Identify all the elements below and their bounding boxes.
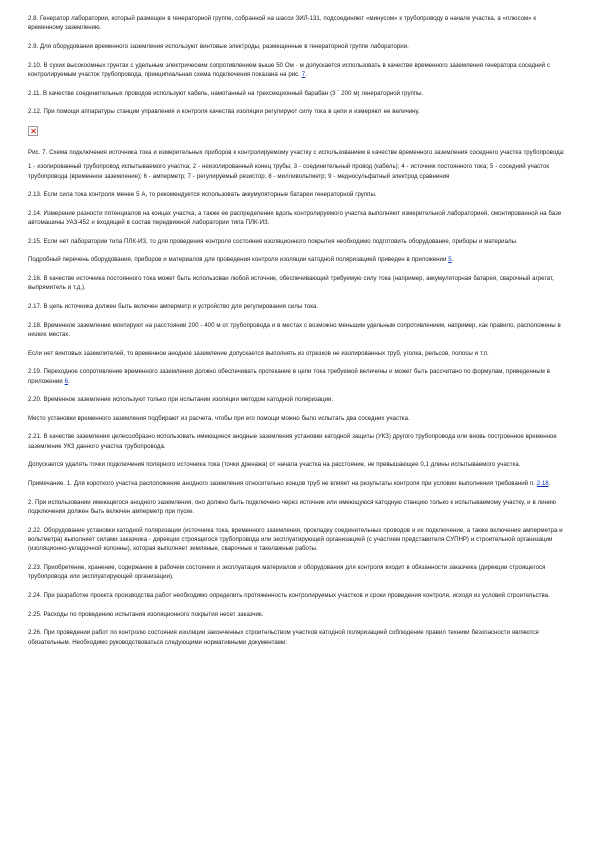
paragraph — [28, 302, 567, 311]
paragraph — [28, 274, 567, 293]
reference-link[interactable]: 5 — [448, 256, 452, 264]
paragraph — [28, 349, 567, 358]
paragraph — [28, 162, 567, 181]
paragraph-text: Подробный перечень оборудования, приборов и материалов для проведения контроля изоляции катодной поляризацией приведен в приложении — [28, 256, 449, 264]
paragraph — [28, 209, 567, 228]
paragraph — [28, 237, 567, 246]
paragraph — [28, 395, 567, 404]
paragraph-text: 2.12. При помощи аппаратуры станции управления и контроля качества изоляции регулируют силу тока в цепи и измеряют ее величину. — [28, 108, 420, 116]
paragraph-text: 2.10. В сухих высокоомных грунтах с удельным электрическим сопротивлением выше 50 Ом · м допускается использовать в качестве временного заземления генератора соседний с контролируемым участок трубопровода, принципиальная схема подключения показана на рис. — [28, 61, 551, 78]
paragraph — [28, 42, 567, 51]
paragraph-text: 2.22. Оборудование установки катодной поляризации (источника тока, временного заземления, прокладку соединительных проводов и их подключение, а также включение амперметра и вольтметра) выполняет силами заказчика - дирекции строящегося трубопровода или эксплуатирующей организацией (с участием представителя СУПНР) и строительной организации (изоляционно-укладочной колонны), которая выполняет земляные, сварочные и такелажные работы. — [28, 526, 563, 553]
paragraph-text: 2.24. При разработке проекта производства работ необходимо определить протяженность контролируемых участков и сроки проведения контроля, исходя из условий строительства. — [28, 591, 550, 599]
paragraph — [28, 367, 567, 386]
paragraph-text: 1 - изолированный трубопровод испытываемого участка; 2 - неизолированный конец трубы; 3 - соединительный провод (кабель); 4 - источник постоянного тока; 5 - соседний участок трубопровода (временное заземление); 6 - амперметр; 7 - регулируемый резистор; 8 - милливольтметр; 9 - медносульфатный электрод сравнения — [28, 163, 549, 180]
paragraph-text: 2.18. Временное заземление монтируют на расстоянии 200 - 400 м от трубопровода и в местах с возможно меньшим удельным сопротивлением, например, как правило, расположены в низких местах. — [28, 321, 561, 338]
paragraph-tail: . — [305, 71, 307, 78]
paragraph — [28, 255, 567, 264]
paragraph — [28, 89, 567, 98]
paragraph — [28, 479, 567, 488]
paragraph-text: 2.16. В качестве источника постоянного тока может быть использован любой источник, обеспечивающий требуемую силу тока (например, аккумуляторная батарея, сварочный агрегат, выпрямитель и т.д.). — [28, 274, 554, 292]
paragraph — [28, 526, 567, 554]
paragraph-text: 2.20. Временное заземление используют только при испытании изоляции методом катодной поляризации. — [28, 396, 334, 404]
paragraph — [28, 628, 567, 647]
paragraph — [28, 148, 567, 157]
paragraph-text: 2.14. Измерение разности потенциалов на концах участка, а также ее распределение вдоль контролируемого участка выполняют измерительной лабораторией, смонтированной на базе автомашины УАЗ-452 и входящей в состав передвижной лаборатории типа ПЛК-ИЗ. — [28, 209, 562, 227]
paragraph-text: 2.26. При проведении работ по контролю состояния изоляции законченных строительством участков катодной поляризацией соблюдение правил техники безопасности являются обязательным. Необходимо руководствоваться следующими нормативными документами: — [28, 629, 539, 646]
paragraph-text: 2.11. В качестве соединительных проводов используют кабель, намотанный на трехсекционный барабан (3 ´ 200 м) генераторной группы. — [28, 89, 424, 97]
paragraph — [28, 563, 567, 582]
paragraph — [28, 190, 567, 199]
paragraph-text: Допускается удалять точки подключения полярного источника тока (точки дренажа) от начала участка на расстояние, не превышающее 0,1 длины испытываемого участка. — [28, 461, 521, 469]
paragraph-text: 2.19. Переходное сопротивление временного заземления должно обеспечивать протекание в цепи тока требуемой величины и может быть рассчитано по формулам, приведенным в приложении — [28, 368, 550, 385]
paragraph — [28, 321, 567, 340]
broken-image-icon — [28, 126, 38, 136]
paragraph — [28, 414, 567, 423]
paragraph-text: 2.15. Если нет лаборатории типа ПЛК-ИЗ, то для проведения контроля состояния изоляционного покрытия необходимо подготовить оборудование, приборы и материалы. — [28, 237, 518, 245]
reference-link[interactable]: 2.18 — [536, 479, 549, 487]
paragraph-text: 2.25. Расходы по проведению испытания изоляционного покрытия несет заказчик. — [28, 610, 264, 618]
paragraph-text: 2.8. Генератор лаборатории, который размещен в генераторной группе, собранной на шасси ЗИЛ-131, подсоединяют «минусом» к трубопроводу в начале участка, а «плюсом» к временному заземлению. — [28, 15, 537, 32]
paragraph — [28, 432, 567, 451]
paragraph — [28, 460, 567, 469]
paragraph-text: 2.21. В качестве заземления целесообразно использовать имеющиеся анодные заземления установки катодной защиты (УКЗ) другого трубопровода или вновь построенное временное заземление УКЗ данного участка трубопровода. — [28, 433, 557, 450]
paragraph-tail: . — [451, 256, 454, 264]
paragraph-text: 2.13. Если сила тока контроля менее 5 А, то рекомендуется использовать аккумуляторные батареи генераторной группы. — [28, 191, 377, 199]
paragraph-tail: . — [67, 377, 70, 385]
paragraph — [28, 107, 567, 116]
paragraph-text: Если нет винтовых заземлителей, то временное анодное заземление допускается выполнять из отрезков не изолированных труб, уголка, рельсов, полосы и т.п. — [28, 349, 489, 357]
paragraph — [28, 498, 567, 517]
paragraph-text: 2.23. Приобретение, хранение, содержание в рабочем состоянии и эксплуатация материалов и оборудования для контроля входит в обязанности заказчика (дирекции строящегося трубопровода или эксплуатирующей организации). — [28, 563, 546, 581]
reference-link[interactable]: 7 — [301, 71, 306, 78]
paragraph — [28, 14, 567, 33]
paragraph — [28, 610, 567, 619]
paragraph-text: Примечание. 1. Для короткого участка расположение анодного заземления относительно концов труб не влияет на результаты контроля при условии выполнения требований п. — [28, 479, 537, 487]
reference-link[interactable]: 6 — [64, 377, 68, 385]
paragraph-text: 2. При использовании имеющегося анодного заземления, оно должно быть подключено через источник или имеющуюся катодную станцию только к испытываемому участку, и в линию подключения должен быть включен амперметр при пуске. — [28, 498, 556, 515]
paragraph-text: Рис. 7. Схема подключения источника тока и измерительных приборов к контролируемому участку с использованием в качестве временного заземления соседнего участка трубопровода: — [28, 148, 565, 156]
paragraph-text: 2.17. В цепь источника должен быть включен амперметр и устройство для регулирования силы тока. — [28, 302, 319, 310]
paragraph — [28, 591, 567, 600]
paragraph-tail: . — [548, 479, 551, 487]
paragraph — [28, 61, 567, 80]
paragraph-text: 2.9. Для оборудования временного заземления используют винтовые электроды, размещенные в генераторной группе лаборатории. — [28, 43, 409, 50]
paragraph-text: Место установки временного заземления подбирают из расчета, чтобы при его помощи можно было испытать два соседних участка. — [28, 414, 410, 422]
